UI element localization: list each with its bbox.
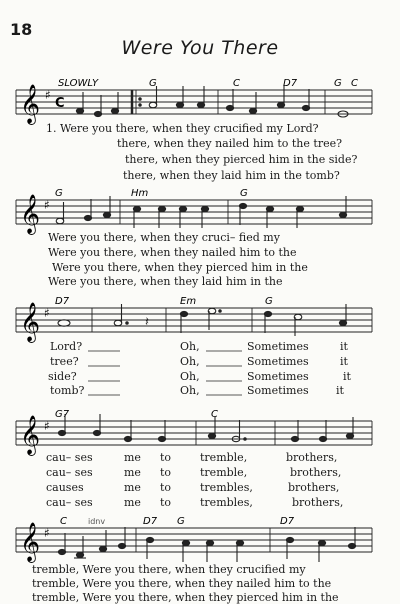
lyric-word: brothers, <box>286 451 338 464</box>
chord-symbol: G <box>149 78 157 89</box>
music-system-1 <box>0 62 400 192</box>
lyric-word: brothers, <box>288 481 340 494</box>
chord-symbol: G7 <box>55 409 70 420</box>
lyric-line: tremble, Were you there, when they pierced him in the <box>32 591 339 604</box>
chord-symbol: Hm <box>131 188 149 199</box>
lyric-word: Sometimes <box>247 384 309 397</box>
chord-symbol: C <box>60 516 67 527</box>
lyric-line: there, when they laid him in the tomb? <box>123 169 340 182</box>
lyric-word: to <box>160 451 172 464</box>
lyric-word: me <box>124 451 141 464</box>
chord-symbol: D7 <box>143 516 158 527</box>
lyric-line: Were you there, when they nailed him to the <box>48 246 297 259</box>
lyric-word: it <box>340 355 348 368</box>
sharp-icon: ♯ <box>44 198 50 212</box>
page-number: 18 <box>10 20 33 39</box>
staff-5 <box>0 510 400 570</box>
lyric-line: there, when they nailed him to the tree? <box>117 137 342 150</box>
lyric-word: brothers, <box>290 466 342 479</box>
lyric-line: Were you there, when they cruci– fied my <box>48 231 280 244</box>
lyric-word: to <box>160 481 172 494</box>
lyric-line: 1. Were you there, when they crucified my Lord? <box>46 122 319 135</box>
chord-symbol: C <box>211 409 218 420</box>
treble-clef-icon: 𝄞 <box>20 194 41 234</box>
tempo-marking: SLOWLY <box>58 78 99 89</box>
music-system-5 <box>0 510 400 604</box>
chord-symbol: G <box>177 516 185 527</box>
lyric-word: cau– ses <box>46 451 93 464</box>
treble-clef-icon: 𝄞 <box>20 302 41 342</box>
chord-symbol: C <box>233 78 240 89</box>
lyric-word: trembles, <box>200 481 253 494</box>
lyric-word: tremble, <box>200 451 248 464</box>
lyric-word: to <box>160 466 172 479</box>
lyric-word: it <box>340 340 348 353</box>
lyric-word: Oh, <box>180 340 200 353</box>
lyric-word: me <box>124 496 141 509</box>
lyric-line: tremble, Were you there, when they nailed him to the <box>32 577 332 590</box>
lyric-word: me <box>124 481 141 494</box>
music-system-4 <box>0 405 400 515</box>
lyric-word: Lord? <box>50 340 83 353</box>
chord-symbol: D7 <box>280 516 295 527</box>
common-time-icon: C <box>55 96 65 111</box>
lyric-word: Oh, <box>180 384 200 397</box>
lyric-line: there, when they pierced him in the side? <box>125 153 358 166</box>
lyric-word: side? <box>48 370 77 383</box>
treble-clef-icon: 𝄞 <box>20 415 41 455</box>
sharp-icon: ♯ <box>44 306 50 320</box>
lyric-word: brothers, <box>292 496 344 509</box>
song-title: Were You There <box>121 37 279 59</box>
sharp-icon: ♯ <box>44 526 50 540</box>
music-system-3 <box>0 290 400 405</box>
lyric-line: Were you there, when they pierced him in the <box>52 261 308 274</box>
lyric-word: cau– ses <box>46 466 93 479</box>
lyric-word: Oh, <box>180 370 200 383</box>
lyric-word: Sometimes <box>247 370 309 383</box>
chord-symbol: D7 <box>283 78 298 89</box>
lyric-word: me <box>124 466 141 479</box>
lyric-line: Were you there, when they laid him in the <box>48 275 283 288</box>
lyric-line: tremble, Were you there, when they crucified my <box>32 563 306 576</box>
music-system-2 <box>0 178 400 298</box>
treble-clef-icon: 𝄞 <box>20 84 41 124</box>
lyric-word: causes <box>46 481 84 494</box>
lyric-word: it <box>336 384 344 397</box>
svg-text:𝄽: 𝄽 <box>145 315 149 330</box>
lyric-word: tree? <box>50 355 79 368</box>
chord-symbol: C <box>351 78 358 89</box>
watermark: idnv <box>88 517 106 526</box>
lyric-word: Sometimes <box>247 355 309 368</box>
lyric-word: Sometimes <box>247 340 309 353</box>
chord-symbol: G <box>55 188 63 199</box>
lyric-word: Oh, <box>180 355 200 368</box>
chord-symbol: G <box>265 296 273 307</box>
chord-symbol: G <box>334 78 342 89</box>
lyric-word: cau– ses <box>46 496 93 509</box>
lyric-extenders <box>0 290 400 400</box>
lyric-word: it <box>343 370 351 383</box>
lyric-word: to <box>160 496 172 509</box>
chord-symbol: D7 <box>55 296 70 307</box>
chord-symbol: G <box>240 188 248 199</box>
chord-symbol: Em <box>180 296 197 307</box>
lyric-word: tomb? <box>50 384 85 397</box>
sharp-icon: ♯ <box>44 419 50 433</box>
lyric-word: tremble, <box>200 466 248 479</box>
sharp-icon: ♯ <box>45 88 51 102</box>
treble-clef-icon: 𝄞 <box>20 522 41 562</box>
lyric-word: trembles, <box>200 496 253 509</box>
